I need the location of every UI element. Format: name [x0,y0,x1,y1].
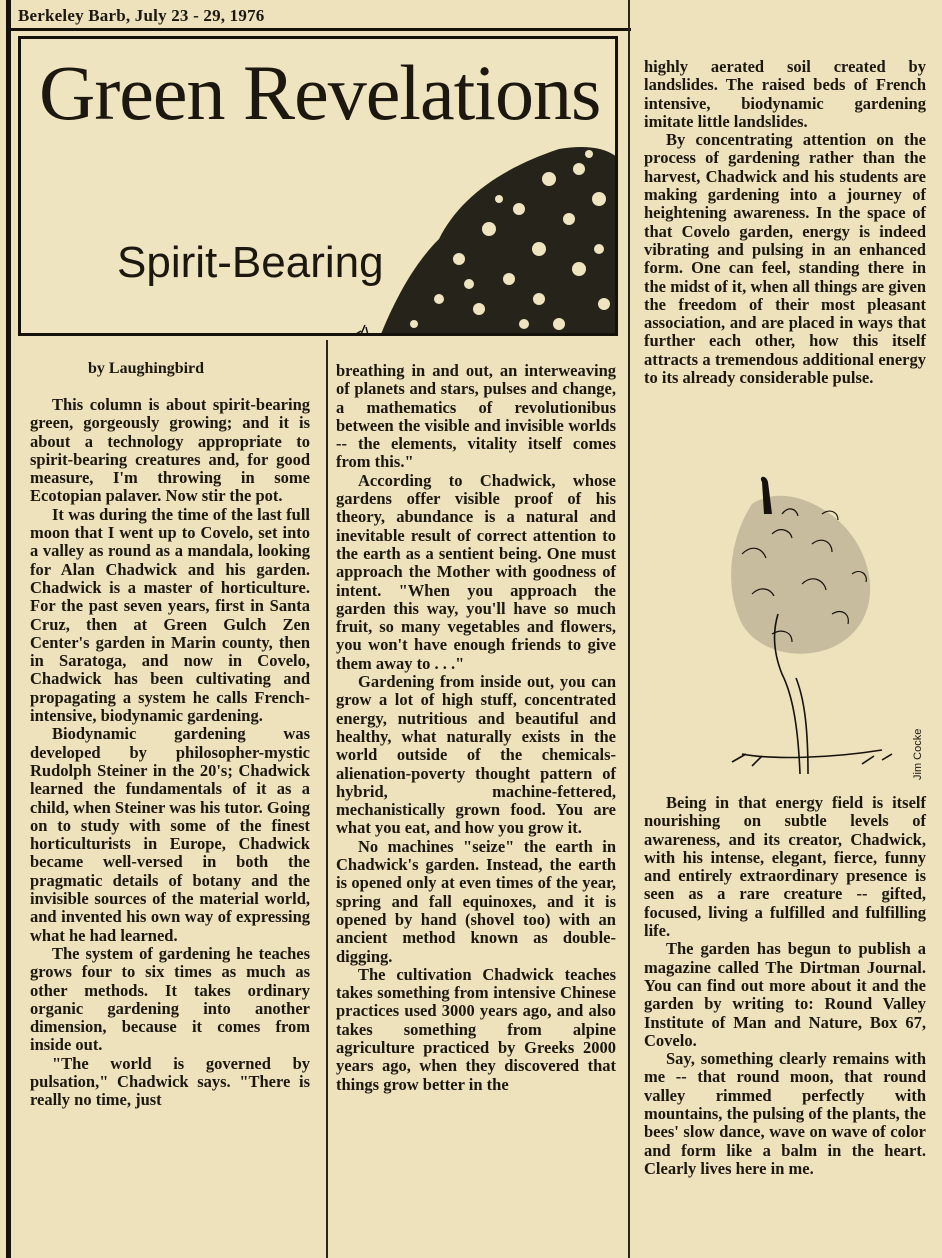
column-rule-2 [628,0,630,1258]
illustration-credit: Jim Cocke [912,728,924,780]
left-margin-rule [6,0,11,1258]
paragraph: breathing in and out, an interweaving of planets and stars, pulses and change, a mathematics of revolutionibus between the visible and invisible worlds -- the elements, vitality itself comes from this." [336,361,616,472]
paragraph: According to Chadwick, whose gardens offer visible proof of his theory, abundance is a natural and inevitable result of correct attention to the earth as a sentient being. One must approach the Mother with goodness of intent. "When you approach the garden this way, you'll have so much fruit, so many vegetables and flowers, you won't have enough friends to give them away to . . ." [336,470,616,673]
headline-title: Green Revelations [39,49,601,136]
foliage-illustration [339,139,618,336]
column-2 [336,362,616,1094]
paragraph: By concentrating attention on the process of gardening rather than the harvest, Chadwick and his students are making gardening into a journey of heightening awareness. In the space of that Covelo garden, energy is indeed vibrating and pulsing in an enhanced form. One can feel, standing there in the midst of it, when all things are given the freedom of their most pleasant association, and are placed in ways that further each other, how this itself attracts a tremendous additional energy to its already considerable pulse. [644,130,926,388]
byline: by Laughingbird [88,360,205,377]
paragraph: Gardening from inside out, you can grow a lot of high stuff, concentrated energy, nutritious and beautiful and healthy, what naturally exists in the world outside of the chemicals-alienation-poverty thought pattern of hybrid, machine-fettered, mechanistically grown food. You are what you eat, and how you grow it. [336,672,616,838]
column-3-top [644,58,926,387]
column-1 [30,360,310,1110]
paragraph: Biodynamic gardening was developed by philosopher-mystic Rudolph Steiner in the 20's; Chadwick learned the fundamentals of it as a child, when Steiner was his tutor. Going on to study with some of the finest horticulturists in Europe, Chadwick became well-versed in both the pragmatic details of botany and the invisible sources of the material world, and invented his own way of expressing what he had learned. [30,724,310,945]
paragraph: "The world is governed by pulsation," Chadwick says. "There is really no time, just [30,1053,310,1110]
paragraph: Being in that energy field is itself nourishing on subtle levels of awareness, and its creator, Chadwick, with his intense, elegant, fierce, funny and entirely extraordinary presence is seen as a rare creature -- gifted, focused, living a fulfilled and fulfilling life. [644,793,926,941]
column-rule-1 [326,340,328,1258]
paragraph: No machines "seize" the earth in Chadwick's garden. Instead, the earth is opened only at even times of the year, spring and fall equinoxes, and it is opened by hand (shovel too) with an ancient method known as double-digging. [336,836,616,966]
paragraph: highly aerated soil created by landslides. The raised beds of French intensive, biodynamic gardening imitate little landslides. [644,57,926,131]
paragraph: This column is about spirit-bearing green, gorgeously growing; and it is about a technology appropriate to spirit-bearing creatures and, for good measure, I'm throwing in some Ecotopian palaver. Now stir the pot. [30,395,310,506]
paragraph: It was during the time of the last full moon that I went up to Covelo, set into a valley as round as a mandala, looking for Alan Chadwick and his garden. Chadwick is a master of horticulture. For the past seven years, first in Santa Cruz, then at Green Gulch Zen Center's garden in Marin county, then in Saratoga, and now in Covelo, Chadwick has been cultivating and propagating a system he calls French-intensive, biodynamic gardening. [30,504,310,726]
header-rule [11,28,631,31]
masthead-dateline: Berkeley Barb, July 23 - 29, 1976 [18,6,265,25]
headline-box [18,36,618,336]
paragraph: The garden has begun to publish a magazine called The Dirtman Journal. You can find out more about it and the garden by writing to: Round Valley Institute of Man and Nature, Box 67, Covelo. [644,939,926,1050]
column-3-bottom [644,794,926,1178]
paragraph: The cultivation Chadwick teaches takes something from intensive Chinese practices used 3000 years ago, and also takes something from alpine agriculture practiced by Greeks 2000 years ago, when they discovered that things grow better in the [336,964,616,1094]
paragraph: Say, something clearly remains with me -- that round moon, that round valley rimmed perfectly with mountains, the pulsing of the plants, the bees' slow dance, wave on wave of color and form like a balm in the heart. Clearly lives here in me. [644,1049,926,1178]
tree-illustration [712,474,912,774]
paragraph: The system of gardening he teaches grows four to six times as much as other methods. It takes ordinary organic gardening into another dimension, because it comes from inside out. [30,943,310,1055]
headline-subtitle: Spirit-Bearing [117,238,384,287]
